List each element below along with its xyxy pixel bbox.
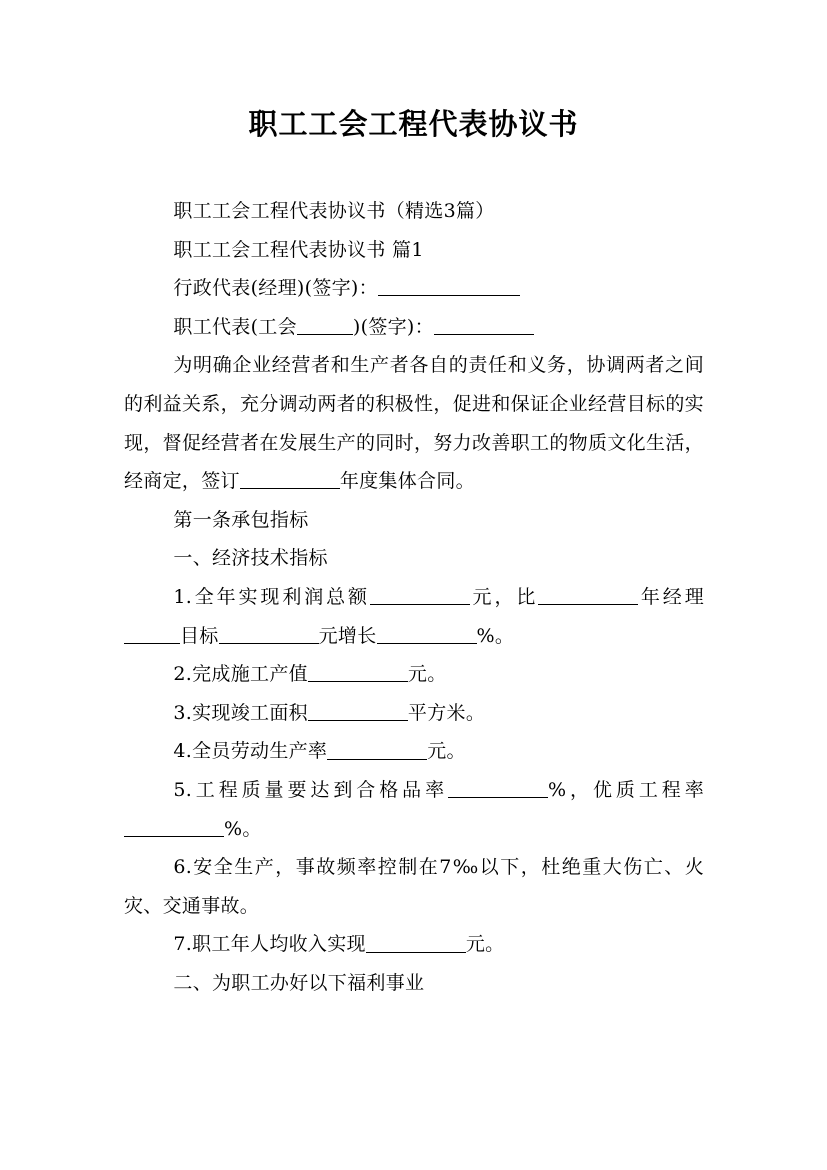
paragraph-admin-signature	[124, 269, 704, 308]
blank-line	[378, 276, 520, 297]
blank-line	[448, 777, 548, 798]
text: 5.工程质量要达到合格品率	[173, 778, 449, 801]
text: 元，比	[469, 585, 539, 608]
blank-line	[124, 623, 180, 644]
text: %，优质工程率	[548, 778, 705, 801]
text: 行政代表(经理)(签字)：	[173, 277, 378, 300]
document-body	[124, 192, 704, 1002]
blank-line	[327, 739, 427, 760]
paragraph-item-1	[124, 578, 704, 655]
paragraph-intro	[124, 192, 704, 231]
text: %。	[224, 817, 262, 840]
paragraph-item-2	[124, 655, 704, 694]
text: 元。	[407, 663, 447, 686]
text: 第一条承包指标	[173, 508, 309, 531]
blank-line	[124, 816, 224, 837]
paragraph-purpose	[124, 346, 704, 500]
text: 1.全年实现利润总额	[173, 585, 370, 608]
blank-line	[240, 468, 340, 489]
blank-line	[366, 932, 466, 953]
paragraph-article-1	[124, 501, 704, 540]
text: 一、经济技术指标	[173, 547, 328, 570]
text: 职工代表(工会	[173, 315, 297, 338]
paragraph-welfare	[124, 964, 704, 1003]
text: 目标	[180, 624, 219, 647]
text: 年度集体合同。	[339, 470, 475, 493]
blank-line	[308, 661, 408, 682]
text: 年经理	[638, 585, 704, 608]
text: 元增长	[318, 624, 377, 647]
text: 7.职工年人均收入实现	[173, 933, 366, 956]
text: 平方米。	[407, 701, 486, 724]
text: 元。	[427, 740, 466, 763]
blank-line	[434, 314, 534, 335]
paragraph-item-3	[124, 694, 704, 733]
text: 职工工会工程代表协议书（精选3篇）	[173, 200, 495, 222]
blank-line	[370, 584, 470, 605]
text: 职工工会工程代表协议书 篇1	[173, 238, 424, 261]
text: 6.安全生产，事故频率控制在7‰以下，杜绝重大伤亡、火灾、交通事故。	[124, 856, 704, 917]
blank-line	[377, 623, 477, 644]
text: %。	[476, 624, 515, 647]
text: 3.实现竣工面积	[173, 701, 308, 724]
paragraph-item-6	[124, 848, 704, 925]
text: 为明确企业经营者和生产者各自的责任和义务，协调两者之间的利益关系，充分调动两者的积极性，促进和保证企业经营目标的实现，督促经营者在发展生产的同时，努力改善职工的物质文化生活，经商定，签订	[124, 354, 704, 493]
text: 2.完成施工产值	[173, 663, 308, 686]
paragraph-economic-indicators	[124, 539, 704, 578]
blank-line	[297, 314, 353, 335]
text: )(签字)：	[352, 315, 434, 338]
paragraph-item-4	[124, 732, 704, 771]
paragraph-section-heading	[124, 231, 704, 270]
paragraph-item-7	[124, 925, 704, 964]
document-title: 职工工会工程代表协议书	[248, 107, 579, 141]
paragraph-worker-signature	[124, 308, 704, 347]
text: 二、为职工办好以下福利事业	[173, 971, 425, 994]
blank-line	[538, 584, 638, 605]
text: 元。	[465, 933, 505, 956]
blank-line	[219, 623, 319, 644]
paragraph-item-5	[124, 771, 704, 848]
text: 4.全员劳动生产率	[173, 740, 328, 763]
blank-line	[308, 700, 408, 721]
